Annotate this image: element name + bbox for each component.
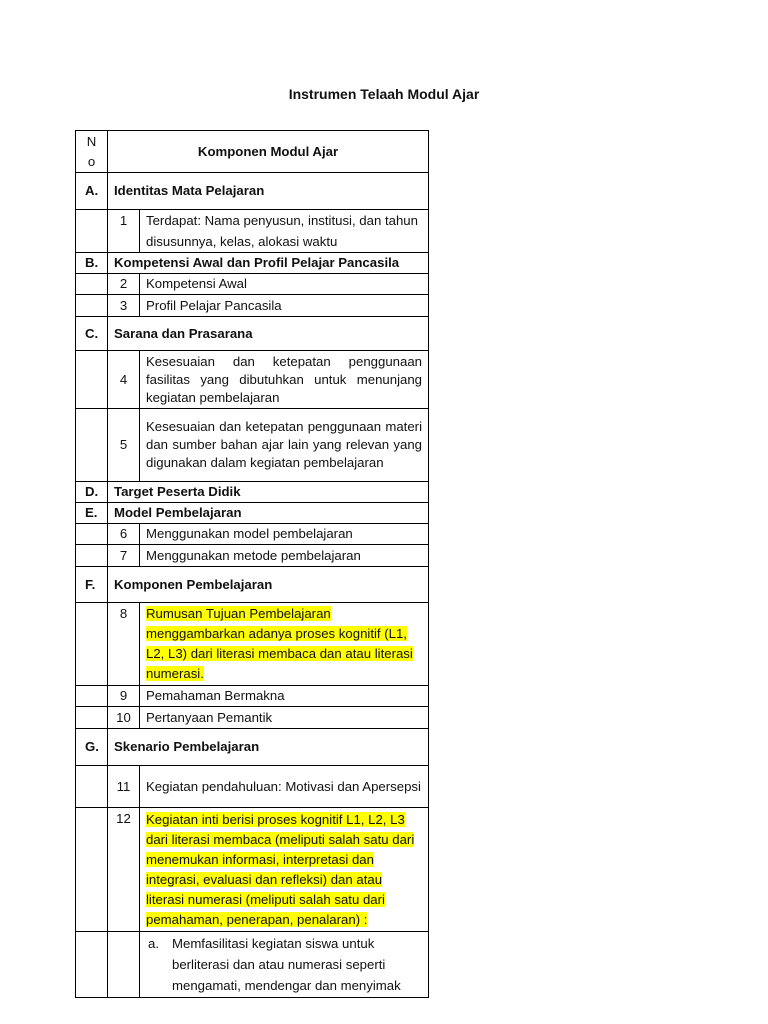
sub-item xyxy=(148,933,422,996)
table-row xyxy=(76,524,429,545)
section-row-e xyxy=(76,503,429,524)
table-row xyxy=(76,545,429,567)
section-letter: F. xyxy=(76,567,108,603)
telaah-table xyxy=(75,130,429,998)
empty-cell xyxy=(76,409,108,482)
section-title: Target Peserta Didik xyxy=(108,482,429,503)
empty-cell xyxy=(76,295,108,317)
row-text: Pemahaman Bermakna xyxy=(140,686,429,707)
row-text: Kesesuaian dan ketepatan penggunaan materi dan sumber bahan ajar lain yang relevan yang digunakan dalam kegiatan pembelajaran xyxy=(140,409,429,482)
section-title: Komponen Pembelajaran xyxy=(108,567,429,603)
section-letter: C. xyxy=(76,317,108,351)
section-title: Model Pembelajaran xyxy=(108,503,429,524)
row-number: 4 xyxy=(108,351,140,409)
table-header-row xyxy=(76,131,429,173)
row-number: 11 xyxy=(108,766,140,808)
empty-cell xyxy=(76,707,108,729)
row-text: Kesesuaian dan ketepatan penggunaan fasilitas yang dibutuhkan untuk menunjang kegiatan pembelajaran xyxy=(140,351,429,409)
empty-cell xyxy=(76,766,108,808)
row-text: Menggunakan metode pembelajaran xyxy=(140,545,429,567)
row-text: Menggunakan model pembelajaran xyxy=(140,524,429,545)
empty-cell xyxy=(76,686,108,707)
section-letter: D. xyxy=(76,482,108,503)
highlighted-text: Rumusan Tujuan Pembelajaran menggambarkan adanya proses kognitif (L1, L2, L3) dari literasi membaca dan atau literasi numerasi. xyxy=(146,606,413,681)
section-row-c xyxy=(76,317,429,351)
empty-cell xyxy=(76,524,108,545)
row-number: 9 xyxy=(108,686,140,707)
section-title: Identitas Mata Pelajaran xyxy=(108,173,429,210)
empty-cell xyxy=(76,932,108,998)
row-text: Kompetensi Awal xyxy=(140,274,429,295)
table-row xyxy=(76,210,429,253)
row-text: Pertanyaan Pemantik xyxy=(140,707,429,729)
header-komponen: Komponen Modul Ajar xyxy=(108,131,429,173)
row-number: 3 xyxy=(108,295,140,317)
empty-cell xyxy=(108,932,140,998)
section-title: Sarana dan Prasarana xyxy=(108,317,429,351)
empty-cell xyxy=(76,603,108,686)
empty-cell xyxy=(76,274,108,295)
row-number: 12 xyxy=(108,808,140,932)
section-letter: E. xyxy=(76,503,108,524)
empty-cell xyxy=(76,351,108,409)
section-letter: G. xyxy=(76,729,108,766)
table-row xyxy=(76,766,429,808)
row-text: Profil Pelajar Pancasila xyxy=(140,295,429,317)
row-number: 7 xyxy=(108,545,140,567)
row-text: Kegiatan pendahuluan: Motivasi dan Apersepsi xyxy=(140,766,429,808)
section-row-d xyxy=(76,482,429,503)
sub-item-text: Memfasilitasi kegiatan siswa untuk berliterasi dan atau numerasi seperti mengamati, mendengar dan menyimak xyxy=(172,936,401,993)
section-row-g xyxy=(76,729,429,766)
header-no-line1: N xyxy=(86,133,97,149)
section-title: Skenario Pembelajaran xyxy=(108,729,429,766)
header-no-line2: o xyxy=(87,153,96,169)
row-number: 1 xyxy=(108,210,140,253)
row-number: 5 xyxy=(108,409,140,482)
row-number: 8 xyxy=(108,603,140,686)
section-letter: A. xyxy=(76,173,108,210)
section-title: Kompetensi Awal dan Profil Pelajar Pancasila xyxy=(108,253,429,274)
section-row-f xyxy=(76,567,429,603)
sub-item-marker: a. xyxy=(148,936,159,951)
empty-cell xyxy=(76,545,108,567)
table-row xyxy=(76,707,429,729)
header-no xyxy=(76,131,108,173)
table-row xyxy=(76,686,429,707)
table-row xyxy=(76,603,429,686)
row-number: 6 xyxy=(108,524,140,545)
section-row-a xyxy=(76,173,429,210)
section-letter: B. xyxy=(76,253,108,274)
row-number: 2 xyxy=(108,274,140,295)
row-text: Terdapat: Nama penyusun, institusi, dan tahun disusunnya, kelas, alokasi waktu xyxy=(140,210,429,253)
table-row xyxy=(76,351,429,409)
row-number: 10 xyxy=(108,707,140,729)
empty-cell xyxy=(76,808,108,932)
table-row xyxy=(76,932,429,998)
table-row xyxy=(76,409,429,482)
table-row xyxy=(76,274,429,295)
table-row xyxy=(76,295,429,317)
document-title: Instrumen Telaah Modul Ajar xyxy=(288,86,480,102)
highlighted-text: Kegiatan inti berisi proses kognitif L1, L2, L3 dari literasi membaca (meliputi salah satu dari menemukan informasi, interpretasi dan integrasi, evaluasi dan refleksi) dan atau literasi numerasi (meliputi salah satu dari pemahaman, penerapan, penalaran) : xyxy=(146,811,415,927)
section-row-b xyxy=(76,253,429,274)
table-row xyxy=(76,808,429,932)
empty-cell xyxy=(76,210,108,253)
